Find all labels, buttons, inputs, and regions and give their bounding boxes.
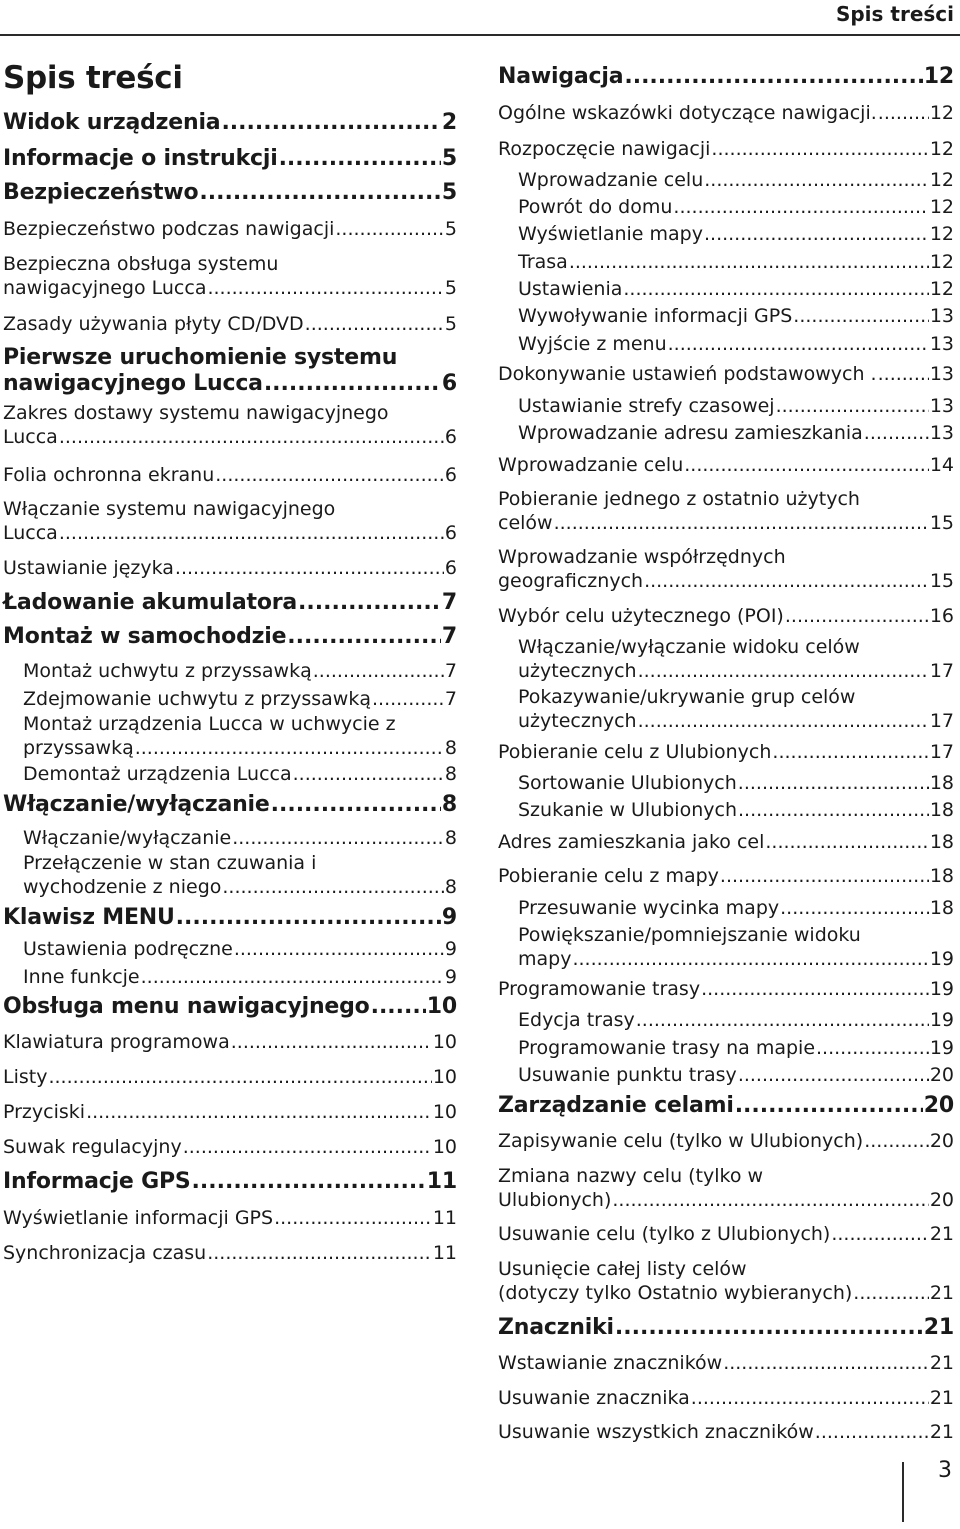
toc-page-number: 17 xyxy=(929,710,954,732)
dot-leader xyxy=(176,905,441,931)
toc-entry[interactable] xyxy=(518,798,954,822)
toc-page-number: 2 xyxy=(441,110,457,135)
toc-entry-title: Znaczniki xyxy=(498,1315,614,1340)
toc-page-number: 21 xyxy=(929,1282,954,1304)
toc-entry-title: Zmiana nazwy celu (tylko w xyxy=(498,1165,764,1187)
toc-page-number: 10 xyxy=(432,1136,457,1158)
dot-leader xyxy=(684,453,929,477)
toc-page-number: 16 xyxy=(929,605,954,627)
toc-entry-title: Synchronizacja czasu xyxy=(3,1242,207,1264)
toc-entry-title: Wyświetlanie mapy xyxy=(518,223,703,245)
dot-leader xyxy=(287,624,441,650)
toc-page-number: 11 xyxy=(432,1207,457,1229)
toc-entry[interactable] xyxy=(23,712,457,760)
dot-leader xyxy=(878,362,929,386)
toc-entry[interactable] xyxy=(3,1241,457,1265)
toc-page-number: 8 xyxy=(444,876,457,898)
toc-entry-title: Wprowadzanie celu xyxy=(498,454,684,476)
toc-entry-title: Klawisz MENU xyxy=(3,905,175,930)
toc-entry-title: Inne funkcje xyxy=(23,966,140,988)
toc-entry-title: Wprowadzanie celu xyxy=(518,169,704,191)
toc-page-number: 17 xyxy=(929,741,954,763)
dot-leader xyxy=(831,1222,928,1246)
toc-entry-title: Przyciski xyxy=(3,1101,86,1123)
toc-entry[interactable] xyxy=(518,896,954,920)
toc-entry-title: Ulubionych) xyxy=(498,1189,612,1211)
dot-leader xyxy=(720,864,929,888)
dot-leader xyxy=(780,896,929,920)
toc-entry-title: Pobieranie jednego z ostatnio użytych xyxy=(498,488,860,510)
toc-entry-title: Bezpieczeństwo podczas nawigacji xyxy=(3,218,335,240)
toc-entry-title: Pobieranie celu z Ulubionych xyxy=(498,741,772,763)
toc-entry[interactable] xyxy=(3,1169,457,1195)
toc-page-number: 12 xyxy=(923,64,954,89)
toc-page-number: 13 xyxy=(929,363,954,385)
toc-entry-title: Ładowanie akumulatora xyxy=(3,590,298,615)
toc-entry-title: Folia ochronna ekranu xyxy=(3,464,215,486)
dot-leader xyxy=(48,1065,431,1089)
toc-entry[interactable] xyxy=(3,401,457,449)
toc-entry-title: mapy xyxy=(518,948,572,970)
toc-entry[interactable] xyxy=(498,1420,954,1444)
toc-entry-title: celów xyxy=(498,512,553,534)
toc-entry-title: Edycja trasy xyxy=(518,1009,635,1031)
toc-entry-title: Przełączenie w stan czuwania i xyxy=(23,852,317,874)
toc-page-number: 13 xyxy=(929,422,954,444)
dot-leader xyxy=(701,977,929,1001)
toc-entry-title: Pierwsze uruchomienie systemu xyxy=(3,345,398,370)
toc-entry[interactable] xyxy=(23,762,457,786)
toc-entry-title: Powrót do domu xyxy=(518,196,673,218)
toc-entry[interactable] xyxy=(3,792,457,818)
toc-entry-title: Lucca xyxy=(3,522,58,544)
toc-entry[interactable] xyxy=(518,277,954,301)
dot-leader xyxy=(735,1093,923,1119)
toc-entry-title: Wstawianie znaczników xyxy=(498,1352,723,1374)
dot-leader xyxy=(264,371,441,397)
toc-page-number: 21 xyxy=(929,1352,954,1374)
dot-leader xyxy=(215,463,444,487)
toc-entry-title: Zakres dostawy systemu nawigacyjnego xyxy=(3,402,389,424)
toc-entry-title: wychodzenie z niego xyxy=(23,876,222,898)
toc-page-number: 9 xyxy=(444,966,457,988)
dot-leader xyxy=(615,1315,923,1341)
toc-entry[interactable] xyxy=(518,771,954,795)
dot-leader xyxy=(815,1420,929,1444)
toc-entry-title: Usuwanie punktu trasy xyxy=(518,1064,737,1086)
toc-entry[interactable] xyxy=(498,1129,954,1153)
toc-entry-title: Zarządzanie celami xyxy=(498,1093,734,1118)
dot-leader xyxy=(279,146,441,172)
toc-entry[interactable] xyxy=(518,222,954,246)
toc-entry-title: Szukanie w Ulubionych xyxy=(518,799,737,821)
toc-entry-title: Usuwanie celu (tylko z Ulubionych) xyxy=(498,1223,831,1245)
toc-entry[interactable] xyxy=(498,1351,954,1375)
header-rule xyxy=(0,34,960,36)
toc-entry-title: Montaż uchwytu z przyssawką xyxy=(23,660,312,682)
toc-entry[interactable] xyxy=(518,304,954,328)
toc-entry[interactable] xyxy=(498,1222,954,1246)
dot-leader xyxy=(59,425,444,449)
dot-leader xyxy=(738,771,929,795)
toc-entry[interactable] xyxy=(518,421,954,445)
dot-leader xyxy=(704,222,929,246)
toc-entry-title: Adres zamieszkania jako cel xyxy=(498,831,765,853)
toc-entry[interactable] xyxy=(518,332,954,356)
toc-entry-title: Dokonywanie ustawień podstawowych . xyxy=(498,363,877,385)
toc-page-number: 18 xyxy=(929,831,954,853)
toc-entry[interactable] xyxy=(3,624,457,650)
dot-leader xyxy=(572,947,928,971)
dot-leader xyxy=(234,937,444,961)
toc-entry-title: Informacje o instrukcji xyxy=(3,146,278,171)
toc-entry-title: Nawigacja xyxy=(498,64,624,89)
toc-page-number: 20 xyxy=(929,1130,954,1152)
toc-page-number: 20 xyxy=(929,1064,954,1086)
dot-leader xyxy=(554,511,929,535)
toc-entry[interactable] xyxy=(23,965,457,989)
toc-page-number: 11 xyxy=(432,1242,457,1264)
toc-page-number: 12 xyxy=(929,169,954,191)
toc-page-number: 17 xyxy=(929,660,954,682)
toc-page-number: 11 xyxy=(426,1169,457,1194)
dot-leader xyxy=(175,556,444,580)
dot-leader xyxy=(231,1030,432,1054)
dot-leader xyxy=(192,1169,426,1195)
toc-page-number: 8 xyxy=(444,737,457,759)
dot-leader xyxy=(313,659,444,683)
toc-entry-title: Wyświetlanie informacji GPS xyxy=(3,1207,274,1229)
dot-leader xyxy=(853,1281,929,1305)
toc-entry[interactable] xyxy=(3,1065,457,1089)
toc-entry-title: (dotyczy tylko Ostatnio wybieranych) xyxy=(498,1282,853,1304)
toc-entry-title: Rozpoczęcie nawigacji xyxy=(498,138,711,160)
toc-page-number: 18 xyxy=(929,865,954,887)
toc-page-number: 13 xyxy=(929,395,954,417)
toc-entry[interactable] xyxy=(3,1100,457,1124)
toc-page-number: 12 xyxy=(929,102,954,124)
toc-entry-title: Usuwanie wszystkich znaczników xyxy=(498,1421,814,1443)
dot-leader xyxy=(738,798,929,822)
toc-entry-title: Pobieranie celu z mapy xyxy=(498,865,719,887)
dot-leader xyxy=(59,521,444,545)
dot-leader xyxy=(644,569,929,593)
toc-page-number: 21 xyxy=(929,1223,954,1245)
toc-entry[interactable] xyxy=(498,101,954,125)
toc-entry[interactable] xyxy=(3,252,457,300)
toc-entry[interactable] xyxy=(3,463,457,487)
toc-entry[interactable] xyxy=(498,487,954,535)
dot-leader xyxy=(569,250,929,274)
toc-page-number: 5 xyxy=(444,277,457,299)
toc-page-number: 12 xyxy=(929,278,954,300)
toc-entry[interactable] xyxy=(498,740,954,764)
toc-entry-title: Ustawienia podręczne xyxy=(23,938,233,960)
toc-entry-title: Usunięcie całej listy celów xyxy=(498,1258,747,1280)
dot-leader xyxy=(372,687,444,711)
toc-entry[interactable] xyxy=(3,110,457,136)
toc-entry[interactable] xyxy=(3,497,457,545)
dot-leader xyxy=(199,180,441,206)
toc-page-number: 6 xyxy=(444,426,457,448)
dot-leader xyxy=(623,277,928,301)
toc-entry-title: Wywoływanie informacji GPS xyxy=(518,305,793,327)
dot-leader xyxy=(624,64,922,90)
dot-leader xyxy=(221,110,440,136)
toc-page-number: 21 xyxy=(923,1315,954,1340)
toc-entry-title: Usuwanie znacznika xyxy=(498,1387,690,1409)
toc-entry[interactable] xyxy=(3,1030,457,1054)
toc-entry-title: Zasady używania płyty CD/DVD xyxy=(3,313,304,335)
toc-entry[interactable] xyxy=(3,905,457,931)
toc-page-number: 15 xyxy=(929,570,954,592)
dot-leader xyxy=(183,1135,432,1159)
toc-page-number: 10 xyxy=(426,994,457,1019)
toc-page-number: 6 xyxy=(441,371,457,396)
toc-entry-title: Demontaż urządzenia Lucca xyxy=(23,763,292,785)
dot-leader xyxy=(371,994,426,1020)
toc-entry[interactable] xyxy=(498,453,954,477)
toc-page-number: 19 xyxy=(929,948,954,970)
toc-page-number: 21 xyxy=(929,1421,954,1443)
toc-page-number: 19 xyxy=(929,1037,954,1059)
toc-page-number: 10 xyxy=(432,1101,457,1123)
toc-entry-title: Sortowanie Ulubionych xyxy=(518,772,737,794)
dot-leader xyxy=(271,792,441,818)
toc-page-number: 13 xyxy=(929,333,954,355)
toc-entry[interactable] xyxy=(498,1386,954,1410)
dot-leader xyxy=(864,1129,929,1153)
toc-entry-title: Włączanie/wyłączanie xyxy=(23,827,232,849)
toc-entry-title: Wprowadzanie współrzędnych xyxy=(498,546,786,568)
toc-entry-title: Bezpieczna obsługa systemu xyxy=(3,253,279,275)
toc-page-number: 18 xyxy=(929,897,954,919)
dot-leader xyxy=(232,826,444,850)
toc-page-number: 12 xyxy=(929,251,954,273)
toc-entry-title: Trasa xyxy=(518,251,568,273)
dot-leader xyxy=(738,1063,929,1087)
toc-entry[interactable] xyxy=(3,146,457,172)
toc-page-number: 19 xyxy=(929,978,954,1000)
page-number-rule xyxy=(902,1462,904,1522)
dot-leader xyxy=(135,736,444,760)
toc-page-number: 8 xyxy=(444,827,457,849)
dot-leader xyxy=(86,1100,432,1124)
toc-entry[interactable] xyxy=(3,180,457,206)
toc-entry-title: Wprowadzanie adresu zamieszkania xyxy=(518,422,863,444)
dot-leader xyxy=(785,604,929,628)
toc-entry-title: Widok urządzenia xyxy=(3,110,221,135)
toc-entry-title: nawigacyjnego Lucca xyxy=(3,277,207,299)
toc-page-number: 9 xyxy=(444,938,457,960)
toc-entry-title: geograficznych xyxy=(498,570,644,592)
toc-entry[interactable] xyxy=(518,685,954,733)
dot-leader xyxy=(772,740,928,764)
toc-page-number: 7 xyxy=(444,660,457,682)
toc-page-number: 7 xyxy=(444,688,457,710)
dot-leader xyxy=(638,709,929,733)
toc-entry[interactable] xyxy=(3,1206,457,1230)
toc-page-number: 15 xyxy=(929,512,954,534)
dot-leader xyxy=(793,304,929,328)
toc-entry[interactable] xyxy=(23,826,457,850)
toc-entry-title: Ustawianie strefy czasowej xyxy=(518,395,775,417)
toc-entry-title: Ustawianie języka xyxy=(3,557,174,579)
toc-entry[interactable] xyxy=(3,994,457,1020)
toc-entry[interactable] xyxy=(498,137,954,161)
toc-page-number: 5 xyxy=(441,146,457,171)
toc-entry[interactable] xyxy=(23,937,457,961)
toc-entry-title: Obsługa menu nawigacyjnego xyxy=(3,994,370,1019)
dot-leader xyxy=(878,101,929,125)
dot-leader xyxy=(673,195,928,219)
dot-leader xyxy=(305,312,444,336)
toc-entry[interactable] xyxy=(518,635,954,683)
toc-entry[interactable] xyxy=(3,217,457,241)
toc-entry-title: Montaż w samochodzie xyxy=(3,624,287,649)
toc-entry-title: Montaż urządzenia Lucca w uchwycie z xyxy=(23,713,396,735)
toc-entry[interactable] xyxy=(518,923,954,971)
toc-entry[interactable] xyxy=(498,1257,954,1305)
toc-entry[interactable] xyxy=(518,250,954,274)
dot-leader xyxy=(816,1036,929,1060)
toc-entry[interactable] xyxy=(498,864,954,888)
toc-page-number: 12 xyxy=(929,138,954,160)
toc-entry-title: użytecznych xyxy=(518,710,637,732)
dot-leader xyxy=(668,332,929,356)
toc-entry-title: Włączanie systemu nawigacyjnego xyxy=(3,498,336,520)
toc-entry[interactable] xyxy=(23,687,457,711)
toc-entry-title: Powiększanie/pomniejszanie widoku xyxy=(518,924,861,946)
toc-page-number: 10 xyxy=(432,1066,457,1088)
toc-entry-title: Listy xyxy=(3,1066,48,1088)
toc-entry-title: Włączanie/wyłączanie xyxy=(3,792,270,817)
dot-leader xyxy=(864,421,929,445)
toc-entry-title: Programowanie trasy xyxy=(498,978,701,1000)
toc-entry-title: Włączanie/wyłączanie widoku celów xyxy=(518,636,860,658)
toc-entry-title: Wybór celu użytecznego (POI) xyxy=(498,605,784,627)
toc-entry[interactable] xyxy=(518,1063,954,1087)
page-title: Spis treści xyxy=(3,60,183,96)
dot-leader xyxy=(207,1241,432,1265)
dot-leader xyxy=(274,1206,432,1230)
dot-leader xyxy=(691,1386,929,1410)
toc-page-number: 8 xyxy=(441,792,457,817)
toc-page-number: 21 xyxy=(929,1387,954,1409)
dot-leader xyxy=(711,137,928,161)
toc-entry[interactable] xyxy=(3,345,457,397)
toc-entry[interactable] xyxy=(498,830,954,854)
toc-page-number: 13 xyxy=(929,305,954,327)
toc-page-number: 20 xyxy=(929,1189,954,1211)
toc-page-number: 20 xyxy=(923,1093,954,1118)
toc-entry[interactable] xyxy=(498,64,954,90)
toc-page-number: 19 xyxy=(929,1009,954,1031)
toc-entry[interactable] xyxy=(23,659,457,683)
toc-page-number: 5 xyxy=(444,218,457,240)
toc-entry-title: użytecznych xyxy=(518,660,637,682)
toc-entry[interactable] xyxy=(498,362,954,386)
toc-entry[interactable] xyxy=(498,604,954,628)
toc-page-number: 7 xyxy=(441,624,457,649)
toc-page-number: 6 xyxy=(444,464,457,486)
toc-entry-title: Programowanie trasy na mapie xyxy=(518,1037,816,1059)
toc-page-number: 12 xyxy=(929,196,954,218)
toc-entry-title: Zdejmowanie uchwytu z przyssawką xyxy=(23,688,371,710)
toc-entry-title: Suwak regulacyjny xyxy=(3,1136,182,1158)
toc-entry[interactable] xyxy=(518,195,954,219)
dot-leader xyxy=(298,590,441,616)
dot-leader xyxy=(207,276,443,300)
running-head: Spis treści xyxy=(835,2,954,26)
toc-entry-title: Klawiatura programowa xyxy=(3,1031,230,1053)
toc-entry[interactable] xyxy=(23,851,457,899)
toc-page-number: 7 xyxy=(441,590,457,615)
toc-entry[interactable] xyxy=(498,1315,954,1341)
toc-page-number: 6 xyxy=(444,557,457,579)
toc-page-number: 14 xyxy=(929,454,954,476)
toc-page-number: 12 xyxy=(929,223,954,245)
dot-leader xyxy=(776,394,929,418)
toc-entry-title: Przesuwanie wycinka mapy xyxy=(518,897,780,919)
toc-entry-title: Pokazywanie/ukrywanie grup celów xyxy=(518,686,856,708)
toc-page-number: 18 xyxy=(929,772,954,794)
dot-leader xyxy=(765,830,928,854)
toc-entry-title: nawigacyjnego Lucca xyxy=(3,371,263,396)
dot-leader xyxy=(704,168,929,192)
toc-page-number: 10 xyxy=(432,1031,457,1053)
toc-entry-title: Wyjście z menu xyxy=(518,333,667,355)
toc-entry-title: Informacje GPS xyxy=(3,1169,191,1194)
toc-entry-title: Bezpieczeństwo xyxy=(3,180,199,205)
toc-entry[interactable] xyxy=(498,1164,954,1212)
toc-entry[interactable] xyxy=(518,1036,954,1060)
dot-leader xyxy=(638,659,929,683)
dot-leader xyxy=(141,965,444,989)
toc-entry[interactable] xyxy=(498,545,954,593)
dot-leader xyxy=(612,1188,928,1212)
toc-entry[interactable] xyxy=(498,977,954,1001)
toc-entry-title: przyssawką xyxy=(23,737,134,759)
toc-page-number: 5 xyxy=(444,313,457,335)
toc-entry[interactable] xyxy=(518,394,954,418)
toc-entry[interactable] xyxy=(518,1008,954,1032)
toc-entry[interactable] xyxy=(518,168,954,192)
toc-entry[interactable] xyxy=(3,1135,457,1159)
toc-entry[interactable] xyxy=(498,1093,954,1119)
toc-entry-title: Ogólne wskazówki dotyczące nawigacji. xyxy=(498,102,877,124)
dot-leader xyxy=(222,875,444,899)
dot-leader xyxy=(293,762,444,786)
toc-page-number: 9 xyxy=(441,905,457,930)
toc-page-number: 6 xyxy=(444,522,457,544)
toc-page-number: 18 xyxy=(929,799,954,821)
toc-entry[interactable] xyxy=(3,590,457,616)
toc-entry-title: Zapisywanie celu (tylko w Ulubionych) xyxy=(498,1130,864,1152)
dot-leader xyxy=(636,1008,929,1032)
toc-entry-title: Ustawienia xyxy=(518,278,623,300)
dot-leader xyxy=(723,1351,929,1375)
dot-leader xyxy=(335,217,444,241)
toc-entry[interactable] xyxy=(3,312,457,336)
toc-entry-title: Lucca xyxy=(3,426,58,448)
toc-page-number: 8 xyxy=(444,763,457,785)
page-number: 3 xyxy=(938,1458,952,1483)
toc-entry[interactable] xyxy=(3,556,457,580)
toc-page-number: 5 xyxy=(441,180,457,205)
